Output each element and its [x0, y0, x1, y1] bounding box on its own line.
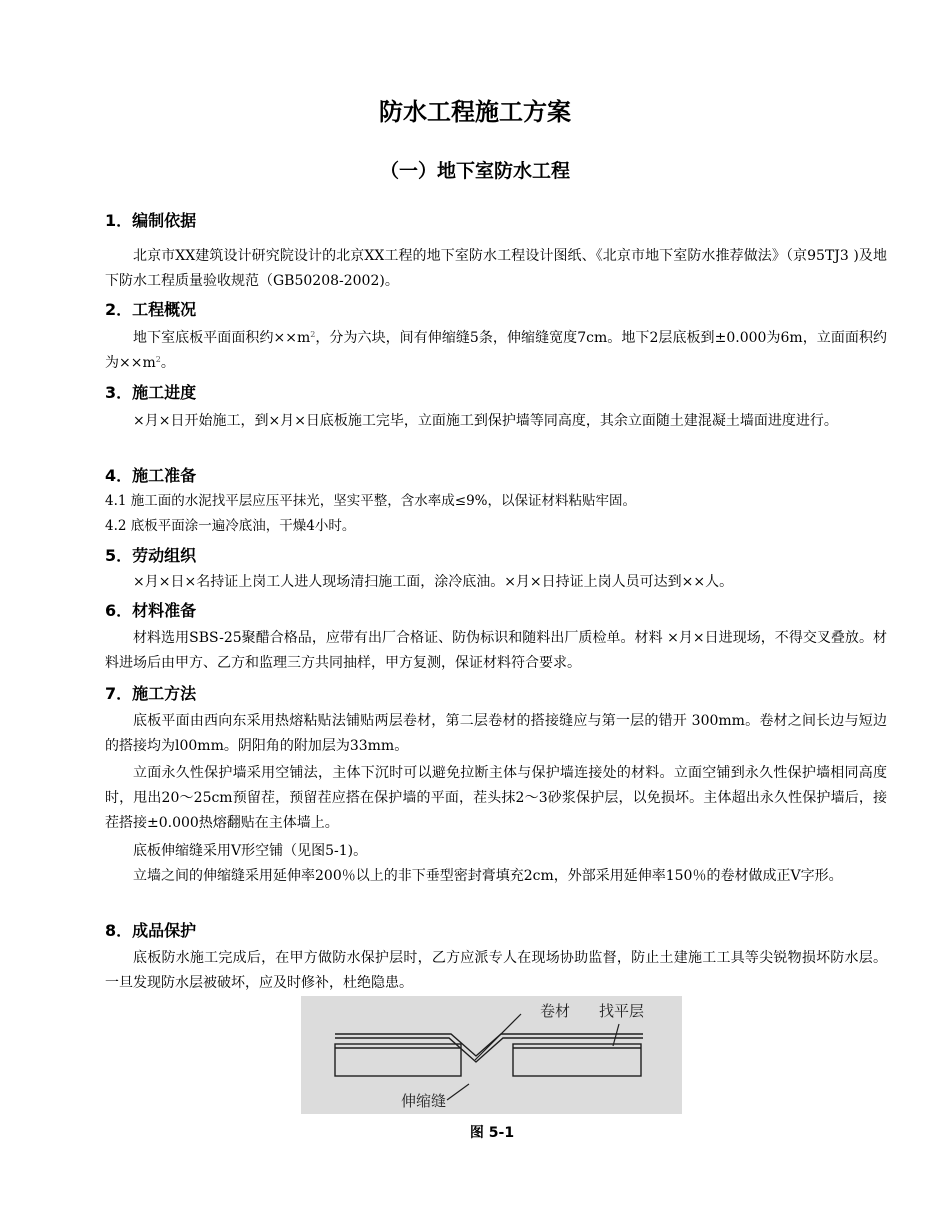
figure-caption: 图 5-1 [469, 1125, 515, 1141]
overview-text-c: 。 [160, 355, 175, 371]
para-prep-4-2: 4.2 底板平面涂一遍冷底油，干燥4小时。 [105, 518, 356, 534]
figure-expansion-joint [301, 996, 682, 1114]
heading-protection: 8．成品保护 [105, 921, 197, 940]
overview-text-a: 地下室底板平面面积约××m [133, 330, 311, 346]
para-protection: 底板防水施工完成后，在甲方做防水保护层时，乙方应派专人在现场协助监督，防止土建施工工具等尖锐物损坏防水层。一旦发现防水层被破坏，应及时修补，杜绝隐患。 [105, 950, 887, 991]
heading-labor: 5．劳动组织 [105, 546, 197, 565]
para-labor: ×月×日×名持证上岗工人进人现场清扫施工面，涂冷底油。×月×日持证上岗人员可达到××人。 [133, 574, 734, 590]
label-screed: 找平层 [599, 1002, 645, 1020]
superscript-2: 2 [155, 355, 161, 364]
document-title: 防水工程施工方案 [379, 98, 571, 126]
heading-materials: 6．材料准备 [105, 601, 197, 620]
overview-text-b: ，分为六块，间有伸缩缝5条，伸缩缝宽度7cm。地下2层底板到±0.000为6m，立面面积约为××m [105, 330, 887, 371]
heading-method: 7．施工方法 [105, 684, 197, 703]
para-method-2: 立面永久性保护墙采用空铺法，主体下沉时可以避免拉断主体与保护墙连接处的材料。立面空铺到永久性保护墙相同高度时，甩出20～25cm预留茬，预留茬应搭在保护墙的平面，茬头抹2～3砂浆保护层，以免损坏。主体超出永久性保护墙后，接茬搭接±0.000热熔翻贴在主体墙上。 [105, 765, 887, 831]
section-title-basement: （一）地下室防水工程 [379, 160, 570, 182]
para-method-1: 底板平面由西向东采用热熔粘贴法铺贴两层卷材，第二层卷材的搭接缝应与第一层的错开 300mm。卷材之间长边与短边的搭接均为l00mm。阴阳角的附加层为33mm。 [105, 713, 887, 754]
para-materials: 材料选用SBS-25聚醋合格品，应带有出厂合格证、防伪标识和随料出厂质检单。材料 ×月×日进现场，不得交叉叠放。材料进场后由甲方、乙方和监理三方共同抽样，甲方复测，保证材料符合要求。 [105, 630, 887, 671]
label-membrane: 卷材 [540, 1002, 571, 1020]
heading-overview: 2．工程概况 [105, 300, 197, 319]
label-joint: 伸缩缝 [401, 1092, 447, 1110]
para-prep-4-1: 4.1 施工面的水泥找平层应压平抹光，坚实平整，含水率成≤9%，以保证材料粘贴牢固。 [105, 493, 636, 509]
para-method-4: 立墙之间的伸缩缝采用延伸率200％以上的非下垂型密封膏填充2cm，外部采用延伸率150％的卷材做成正V字形。 [133, 868, 843, 884]
heading-preparation: 4．施工准备 [105, 466, 197, 485]
heading-schedule: 3．施工进度 [105, 383, 197, 402]
para-schedule: ×月×日开始施工，到×月×日底板施工完毕，立面施工到保护墙等同高度，其余立面随土建混凝土墙面进度进行。 [133, 413, 838, 429]
para-basis: 北京市XX建筑设计研究院设计的北京XX工程的地下室防水工程设计图纸、《北京市地下室防水推荐做法》（京95TJ3 )及地下防水工程质量验收规范（GB50208-2002)。 [105, 248, 887, 289]
superscript-2: 2 [310, 330, 316, 339]
heading-basis: 1．编制依据 [105, 211, 197, 230]
para-overview [105, 326, 887, 376]
para-method-3: 底板伸缩缝采用V形空铺（见图5-1)。 [133, 843, 368, 859]
